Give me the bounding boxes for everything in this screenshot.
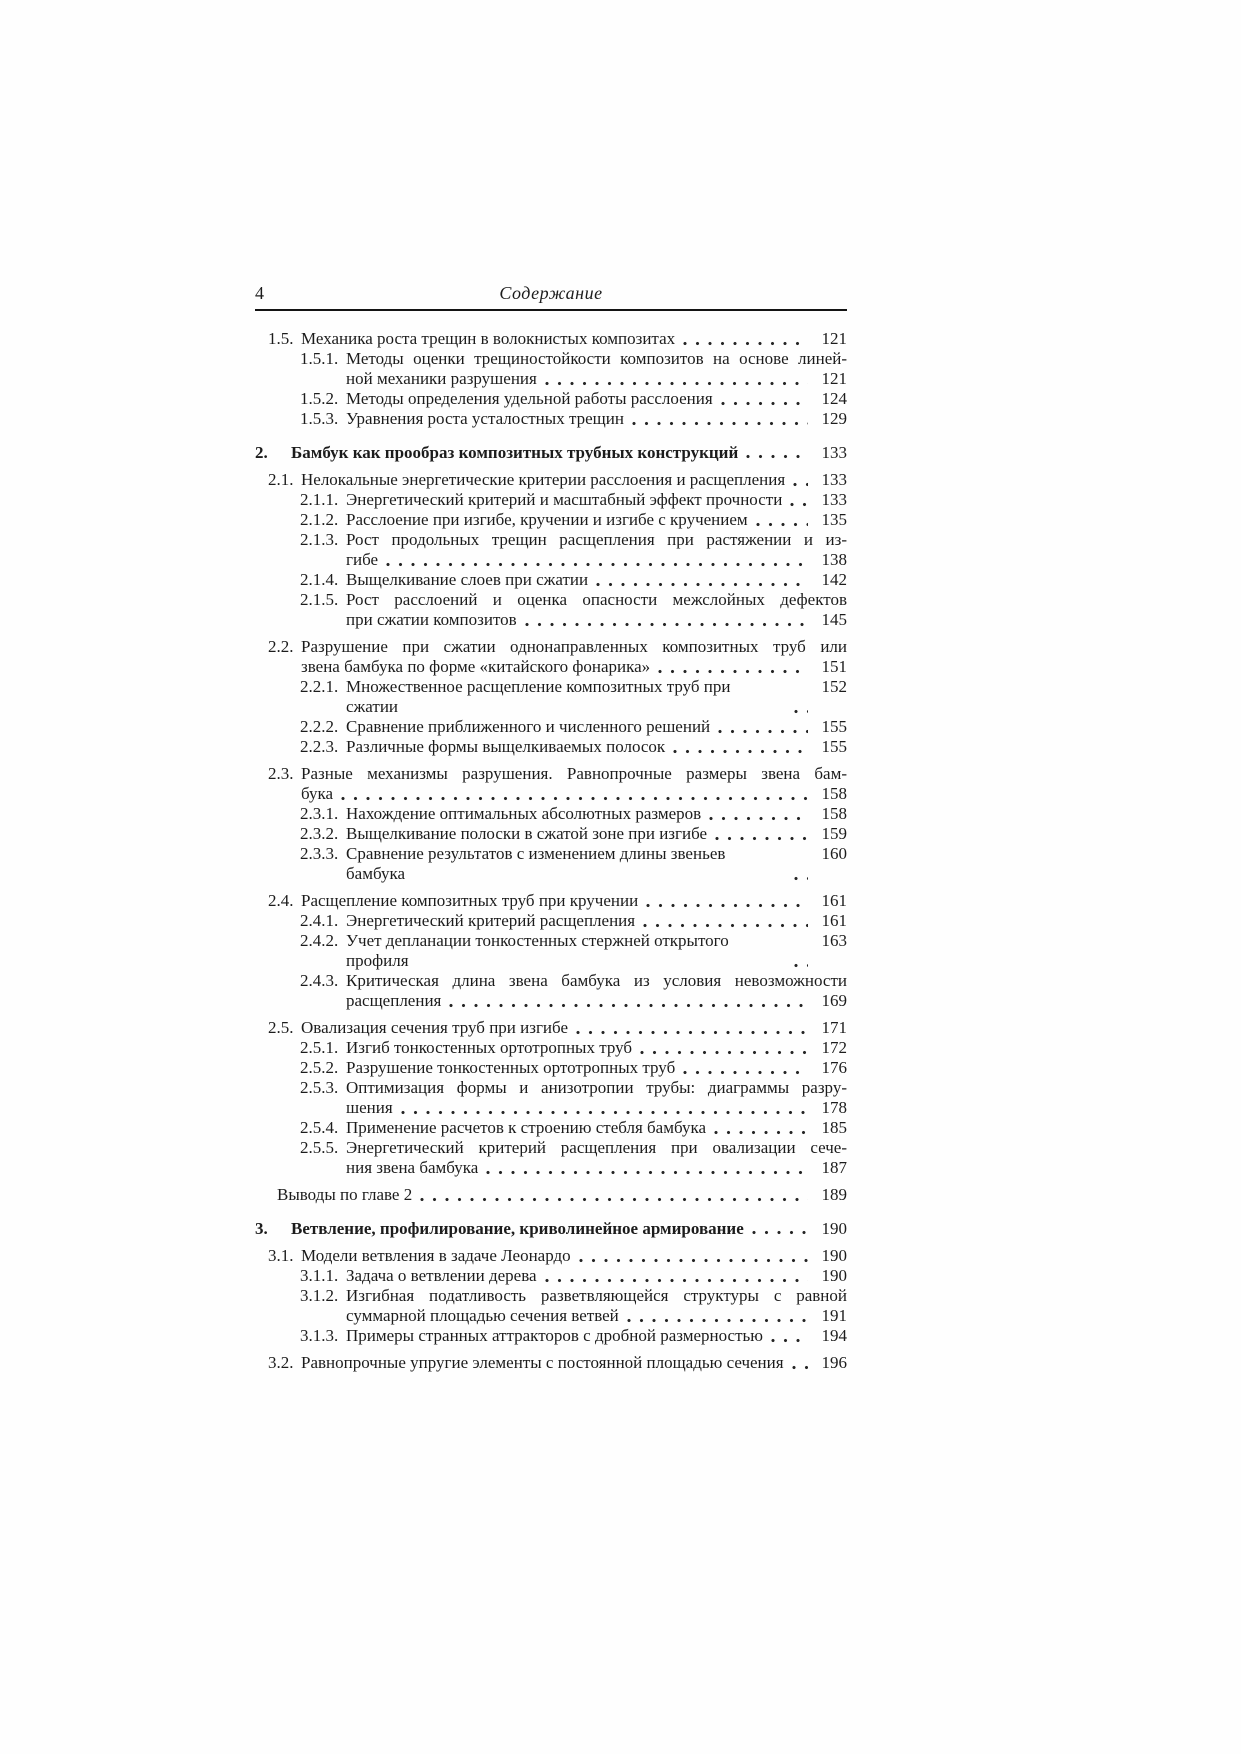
entry-number: 2.1.3.	[300, 530, 339, 549]
entry-line	[346, 911, 847, 931]
entry-number: 2.4.2.	[300, 931, 339, 950]
dot-leader	[576, 1030, 808, 1035]
entry-line	[346, 1158, 847, 1178]
entry-line	[346, 1138, 847, 1158]
entry-title: Энергетический критерий расщепления при овализации сече-	[346, 1138, 847, 1157]
entry-body	[346, 911, 847, 931]
entry-title: Разрушение при сжатии однонаправленных композитных труб или	[301, 637, 847, 656]
entry-title: Оптимизация формы и анизотропии трубы: диаграммы разру-	[346, 1078, 847, 1097]
dot-leader	[579, 1258, 808, 1263]
toc-entry	[255, 1353, 847, 1373]
entry-page-number: 145	[821, 610, 847, 629]
entry-body	[346, 1038, 847, 1058]
entry-number: 2.5.	[268, 1018, 294, 1037]
entry-page-number: 190	[821, 1219, 847, 1238]
entry-line	[301, 470, 847, 490]
entry-title: шения	[346, 1098, 393, 1117]
toc-entry	[255, 911, 847, 931]
entry-page-number: 155	[821, 737, 847, 756]
entry-body	[346, 510, 847, 530]
entry-page-number: 190	[821, 1246, 847, 1265]
entry-number: 2.5.2.	[300, 1058, 339, 1077]
dot-leader	[640, 1050, 808, 1055]
entry-title: Нахождение оптимальных абсолютных размеров	[346, 804, 702, 823]
entry-title: Выщелкивание слоев при сжатии	[346, 570, 589, 589]
entry-title: Выводы по главе 2	[277, 1185, 413, 1204]
entry-title: Изгиб тонкостенных ортотропных труб	[346, 1038, 633, 1057]
dot-leader	[486, 1170, 808, 1175]
entry-title: Разные механизмы разрушения. Равнопрочные размеры звена бам-	[301, 764, 847, 783]
entry-page-number: 142	[821, 570, 847, 589]
entry-number: 2.4.1.	[300, 911, 339, 930]
entry-body	[346, 737, 847, 757]
entry-body	[301, 891, 847, 911]
entry-number: 2.2.1.	[300, 677, 339, 696]
toc-entry	[255, 891, 847, 911]
entry-body	[346, 824, 847, 844]
dot-leader	[646, 903, 808, 908]
entry-number: 3.1.	[268, 1246, 294, 1265]
entry-line	[346, 677, 847, 717]
dot-leader	[683, 341, 808, 346]
entry-page-number: 133	[821, 470, 847, 489]
entry-number: 3.1.2.	[300, 1286, 339, 1305]
dot-leader	[658, 669, 808, 674]
entry-title: Рост продольных трещин расщепления при растяжении и из-	[346, 530, 847, 549]
entry-body	[346, 490, 847, 510]
entry-page-number: 194	[821, 1326, 847, 1345]
entry-body	[346, 1118, 847, 1138]
dot-leader	[643, 923, 808, 928]
entry-body	[301, 1018, 847, 1038]
toc-entry	[255, 329, 847, 349]
entry-page-number: 135	[821, 510, 847, 529]
entry-page-number: 172	[821, 1038, 847, 1057]
entry-title: Задача о ветвлении дерева	[346, 1266, 537, 1285]
entry-body	[346, 1058, 847, 1078]
entry-title: расщепления	[346, 991, 442, 1010]
toc-entry	[255, 530, 847, 570]
page-content	[255, 283, 847, 1373]
entry-title: Расслоение при изгибе, кручении и изгибе с кручением	[346, 510, 748, 529]
entry-number: 2.1.1.	[300, 490, 339, 509]
entry-number: 1.5.1.	[300, 349, 339, 368]
toc-entry	[255, 1246, 847, 1266]
entry-line	[301, 1018, 847, 1038]
dot-leader	[794, 709, 808, 714]
entry-title: Овализация сечения труб при изгибе	[301, 1018, 569, 1037]
entry-number: 2.5.5.	[300, 1138, 339, 1157]
entry-line	[346, 931, 847, 971]
entry-body	[277, 1185, 847, 1205]
entry-page-number: 178	[821, 1098, 847, 1117]
entry-line	[346, 369, 847, 389]
entry-body	[301, 1353, 847, 1373]
entry-page-number: 159	[821, 824, 847, 843]
entry-line	[346, 1118, 847, 1138]
page-header	[255, 283, 847, 311]
entry-number: 1.5.2.	[300, 389, 339, 408]
dot-leader	[420, 1197, 808, 1202]
entry-page-number: 161	[821, 911, 847, 930]
entry-body	[346, 1286, 847, 1326]
toc-entry	[255, 824, 847, 844]
entry-line	[346, 1078, 847, 1098]
entry-page-number: 189	[821, 1185, 847, 1204]
entry-title: Уравнения роста усталостных трещин	[346, 409, 624, 428]
toc-entry	[255, 971, 847, 1011]
toc-entry	[255, 1078, 847, 1118]
toc-entry	[255, 389, 847, 409]
entry-number: 1.5.	[268, 329, 294, 348]
entry-title: Равнопрочные упругие элементы с постоянной площадью сечения	[301, 1353, 784, 1372]
dot-leader	[792, 1365, 808, 1370]
entry-title: Бамбук как прообраз композитных трубных конструкций	[291, 443, 739, 462]
entry-page-number: 196	[821, 1353, 847, 1372]
entry-line	[291, 443, 847, 463]
toc-entry	[255, 590, 847, 630]
toc-entry	[255, 804, 847, 824]
entry-body	[291, 1219, 847, 1239]
entry-number: 2.	[255, 443, 268, 462]
entry-title: Изгибная податливость разветвляющейся структуры с равной	[346, 1286, 847, 1305]
entry-number: 2.1.5.	[300, 590, 339, 609]
entry-title: Критическая длина звена бамбука из условия невозможности	[346, 971, 847, 990]
entry-body	[346, 717, 847, 737]
entry-line	[346, 1286, 847, 1306]
entry-page-number: 158	[821, 804, 847, 823]
entry-line	[346, 991, 847, 1011]
toc-entry	[255, 637, 847, 677]
entry-number: 2.2.2.	[300, 717, 339, 736]
entry-title: Механика роста трещин в волокнистых композитах	[301, 329, 676, 348]
entry-line	[277, 1185, 847, 1205]
entry-line	[346, 610, 847, 630]
toc-entry	[255, 409, 847, 429]
entry-title: бука	[301, 784, 334, 803]
entry-body	[346, 1326, 847, 1346]
entry-body	[301, 329, 847, 349]
entry-line	[346, 490, 847, 510]
entry-line	[346, 824, 847, 844]
entry-title: Рост расслоений и оценка опасности межслойных дефектов	[346, 590, 847, 609]
entry-page-number: 190	[821, 1266, 847, 1285]
entry-title: при сжатии композитов	[346, 610, 517, 629]
entry-title: ной механики разрушения	[346, 369, 537, 388]
entry-page-number: 163	[821, 931, 847, 950]
entry-line	[346, 737, 847, 757]
entry-title: Методы определения удельной работы расслоения	[346, 389, 713, 408]
entry-title: Модели ветвления в задаче Леонардо	[301, 1246, 571, 1265]
entry-page-number: 151	[821, 657, 847, 676]
toc-entry	[255, 443, 847, 463]
entry-body	[346, 1078, 847, 1118]
dot-leader	[709, 816, 808, 821]
entry-line	[346, 717, 847, 737]
dot-leader	[721, 401, 808, 406]
toc-entry	[255, 717, 847, 737]
entry-line	[346, 349, 847, 369]
toc-entries	[255, 329, 847, 1373]
entry-body	[346, 590, 847, 630]
toc-entry	[255, 1038, 847, 1058]
entry-body	[346, 931, 847, 971]
toc-entry	[255, 1266, 847, 1286]
entry-page-number: 169	[821, 991, 847, 1010]
toc-entry	[255, 1185, 847, 1205]
entry-line	[346, 530, 847, 550]
entry-title: гибе	[346, 550, 379, 569]
dot-leader	[683, 1070, 808, 1075]
dot-leader	[449, 1003, 808, 1008]
entry-body	[291, 443, 847, 463]
entry-page-number: 152	[821, 677, 847, 696]
entry-line	[346, 550, 847, 570]
entry-line	[301, 1353, 847, 1373]
entry-line	[301, 637, 847, 657]
entry-title: Энергетический критерий и масштабный эффект прочности	[346, 490, 783, 509]
entry-number: 2.1.4.	[300, 570, 339, 589]
toc-entry	[255, 349, 847, 389]
entry-page-number: 124	[821, 389, 847, 408]
entry-title: Различные формы выщелкиваемых полосок	[346, 737, 666, 756]
toc-entry	[255, 1058, 847, 1078]
entry-title: Множественное расщепление композитных труб при сжатии	[346, 677, 731, 716]
toc-entry	[255, 1286, 847, 1326]
toc-entry	[255, 1219, 847, 1239]
entry-line	[346, 1098, 847, 1118]
entry-number: 2.4.	[268, 891, 294, 910]
entry-line	[346, 1058, 847, 1078]
toc-entry	[255, 764, 847, 804]
dot-leader	[341, 796, 808, 801]
entry-body	[346, 1266, 847, 1286]
entry-body	[346, 804, 847, 824]
entry-line	[346, 971, 847, 991]
dot-leader	[714, 1130, 808, 1135]
dot-leader	[771, 1338, 808, 1343]
entry-number: 3.2.	[268, 1353, 294, 1372]
entry-page-number: 121	[821, 329, 847, 348]
entry-number: 2.3.3.	[300, 844, 339, 863]
entry-line	[301, 1246, 847, 1266]
entry-line	[346, 1306, 847, 1326]
entry-line	[301, 657, 847, 677]
entry-number: 3.1.1.	[300, 1266, 339, 1285]
entry-body	[346, 844, 847, 884]
entry-line	[301, 329, 847, 349]
entry-line	[346, 389, 847, 409]
entry-body	[301, 1246, 847, 1266]
entry-title: Применение расчетов к строению стебля бамбука	[346, 1118, 707, 1137]
entry-page-number: 155	[821, 717, 847, 736]
toc-entry	[255, 470, 847, 490]
entry-number: 1.5.3.	[300, 409, 339, 428]
dot-leader	[545, 381, 808, 386]
toc-entry	[255, 1018, 847, 1038]
dot-leader	[794, 963, 808, 968]
entry-line	[346, 510, 847, 530]
entry-page-number: 161	[821, 891, 847, 910]
dot-leader	[525, 622, 808, 627]
entry-title: Нелокальные энергетические критерии расслоения и расщепления	[301, 470, 786, 489]
entry-body	[346, 677, 847, 717]
entry-line	[346, 570, 847, 590]
entry-title: суммарной площадью сечения ветвей	[346, 1306, 619, 1325]
entry-number: 2.3.	[268, 764, 294, 783]
entry-page-number: 133	[821, 490, 847, 509]
entry-title: Примеры странных аттракторов с дробной размерностью	[346, 1326, 763, 1345]
dot-leader	[386, 562, 808, 567]
entry-title: Сравнение результатов с изменением длины звеньев бамбука	[346, 844, 726, 883]
entry-line	[301, 891, 847, 911]
entry-number: 2.5.3.	[300, 1078, 339, 1097]
entry-line	[301, 764, 847, 784]
entry-page-number: 176	[821, 1058, 847, 1077]
dot-leader	[596, 582, 808, 587]
dot-leader	[746, 454, 808, 459]
entry-number: 2.2.3.	[300, 737, 339, 756]
toc-entry	[255, 931, 847, 971]
entry-body	[346, 409, 847, 429]
dot-leader	[718, 729, 808, 734]
dot-leader	[401, 1110, 808, 1115]
entry-page-number: 133	[821, 443, 847, 462]
entry-number: 2.4.3.	[300, 971, 339, 990]
entry-body	[301, 470, 847, 490]
entry-line	[291, 1219, 847, 1239]
entry-line	[346, 590, 847, 610]
entry-number: 2.3.2.	[300, 824, 339, 843]
dot-leader	[627, 1318, 808, 1323]
toc-entry	[255, 490, 847, 510]
entry-line	[346, 1326, 847, 1346]
entry-number: 2.1.	[268, 470, 294, 489]
entry-line	[346, 804, 847, 824]
entry-line	[301, 784, 847, 804]
entry-line	[346, 1266, 847, 1286]
entry-title: Разрушение тонкостенных ортотропных труб	[346, 1058, 676, 1077]
toc-entry	[255, 570, 847, 590]
dot-leader	[756, 522, 808, 527]
toc-entry	[255, 1138, 847, 1178]
entry-page-number: 158	[821, 784, 847, 803]
entry-page-number: 185	[821, 1118, 847, 1137]
entry-line	[346, 409, 847, 429]
dot-leader	[752, 1230, 808, 1235]
toc-entry	[255, 1118, 847, 1138]
entry-line	[346, 844, 847, 884]
entry-body	[301, 764, 847, 804]
entry-body	[346, 570, 847, 590]
entry-page-number: 187	[821, 1158, 847, 1177]
toc-entry	[255, 844, 847, 884]
entry-page-number: 160	[821, 844, 847, 863]
entry-page-number: 191	[821, 1306, 847, 1325]
toc-entry	[255, 510, 847, 530]
entry-title: Учет депланации тонкостенных стержней открытого профиля	[346, 931, 729, 970]
entry-title: Расщепление композитных труб при кручении	[301, 891, 639, 910]
entry-number: 2.2.	[268, 637, 294, 656]
entry-page-number: 121	[821, 369, 847, 388]
entry-title: Ветвление, профилирование, криволинейное армирование	[291, 1219, 744, 1238]
entry-page-number: 138	[821, 550, 847, 569]
entry-title: звена бамбука по форме «китайского фонарика»	[301, 657, 651, 676]
entry-title: Методы оценки трещиностойкости композитов на основе линей-	[346, 349, 847, 368]
entry-number: 2.5.4.	[300, 1118, 339, 1137]
entry-number: 2.5.1.	[300, 1038, 339, 1057]
entry-title: Выщелкивание полоски в сжатой зоне при изгибе	[346, 824, 708, 843]
entry-page-number: 171	[821, 1018, 847, 1037]
entry-body	[346, 530, 847, 570]
dot-leader	[715, 836, 808, 841]
entry-body	[301, 637, 847, 677]
entry-page-number: 129	[821, 409, 847, 428]
toc-entry	[255, 1326, 847, 1346]
toc-entry	[255, 737, 847, 757]
entry-body	[346, 1138, 847, 1178]
entry-title: ния звена бамбука	[346, 1158, 479, 1177]
entry-number: 2.3.1.	[300, 804, 339, 823]
entry-body	[346, 349, 847, 389]
dot-leader	[790, 502, 808, 507]
entry-title: Энергетический критерий расщепления	[346, 911, 636, 930]
entry-title: Сравнение приближенного и численного решений	[346, 717, 711, 736]
entry-number: 3.1.3.	[300, 1326, 339, 1345]
dot-leader	[794, 876, 808, 881]
entry-number: 2.1.2.	[300, 510, 339, 529]
toc-entry	[255, 677, 847, 717]
dot-leader	[545, 1278, 808, 1283]
entry-body	[346, 389, 847, 409]
dot-leader	[673, 749, 808, 754]
header-title: Содержание	[499, 283, 603, 303]
entry-line	[346, 1038, 847, 1058]
dot-leader	[632, 421, 808, 426]
entry-body	[346, 971, 847, 1011]
dot-leader	[793, 482, 808, 487]
page-number: 4	[255, 283, 264, 303]
entry-number: 3.	[255, 1219, 268, 1238]
